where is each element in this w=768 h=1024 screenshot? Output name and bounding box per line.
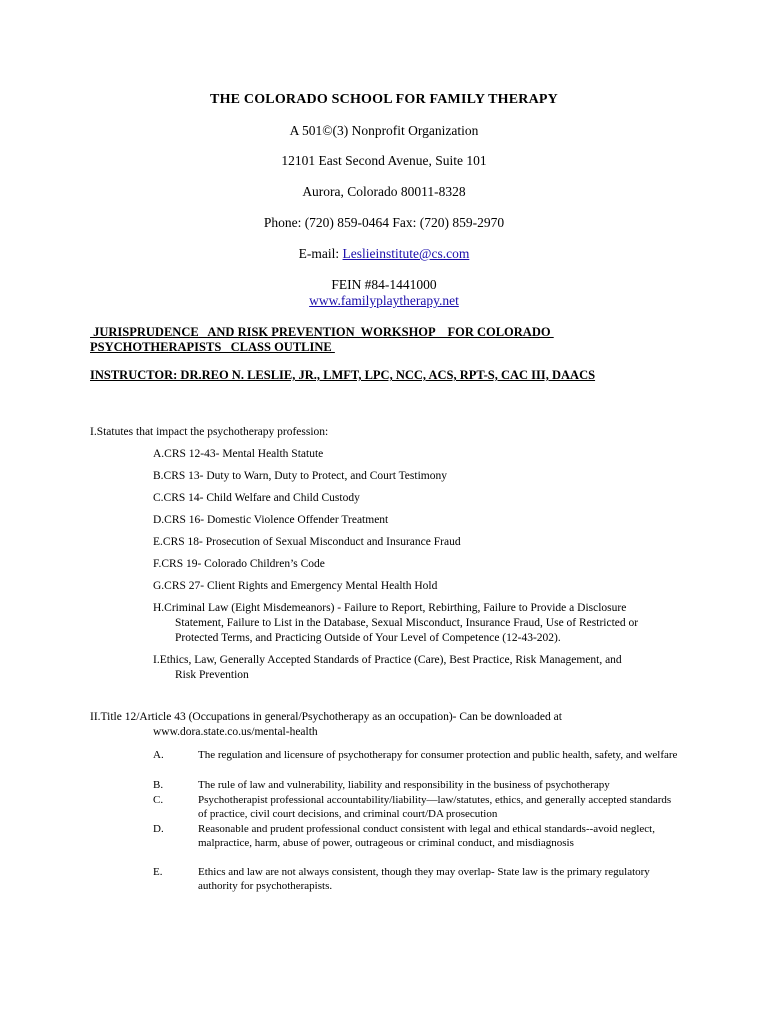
section2-heading: II.Title 12/Article 43 (Occupations in general/Psychotherapy as an occupation)- Can be downloaded at xyxy=(90,711,562,723)
address-line2: Aurora, Colorado 80011-8328 xyxy=(302,184,466,199)
address-line1: 12101 East Second Avenue, Suite 101 xyxy=(281,153,487,168)
workshop-title-line1: JURISPRUDENCE AND RISK PREVENTION WORKSHOP FOR COLORADO xyxy=(90,325,554,339)
email-line xyxy=(0,246,768,262)
section1-item: A.CRS 12-43- Mental Health Statute xyxy=(153,448,324,460)
section1-item: E.CRS 18- Prosecution of Sexual Misconduct and Insurance Fraud xyxy=(153,536,461,548)
school-name: THE COLORADO SCHOOL FOR FAMILY THERAPY xyxy=(210,92,558,107)
section1-item: C.CRS 14- Child Welfare and Child Custody xyxy=(153,492,360,504)
section1-item: I.Ethics, Law, Generally Accepted Standards of Practice (Care), Best Practice, Risk Management, and Risk Prevention xyxy=(153,654,622,681)
instructor-line: INSTRUCTOR: DR.REO N. LESLIE, JR., LMFT, LPC, NCC, ACS, RPT-S, CAC III, DAACS xyxy=(90,368,596,382)
website-line xyxy=(0,293,768,309)
fein: FEIN #84-1441000 xyxy=(331,277,437,292)
section2-heading-cont: www.dora.state.co.us/mental-health xyxy=(153,726,318,738)
workshop-title-line2: PSYCHOTHERAPISTS CLASS OUTLINE xyxy=(90,340,335,354)
phone-fax: Phone: (720) 859-0464 Fax: (720) 859-2970 xyxy=(263,215,505,230)
section1-item: B.CRS 13- Duty to Warn, Duty to Protect, and Court Testimony xyxy=(153,470,447,482)
section1-item: G.CRS 27- Client Rights and Emergency Mental Health Hold xyxy=(153,580,438,592)
email-label: E-mail: xyxy=(298,246,343,261)
document-page: THE COLORADO SCHOOL FOR FAMILY THERAPY A 501©(3) Nonprofit Organization 12101 East Second Avenue, Suite 101 Aurora, Colorado 80011-8328 Phone: (720) 859-0464 Fax: (720) 859-2970 E-mail: Leslieinstitute@cs.com FEIN #84-1441000 www.familyplaytherapy.net JURISPRUDENCE AND RISK PREVENTION WORKSHOP FOR COLORADO PSYCHOTHERAPISTS CLASS OUTLINE INSTRUCTOR: DR.REO N. LESLIE, JR., LMFT, LPC, NCC, ACS, RPT-S, CAC III, DAACS I.Statutes that impact the psychotherapy profession: A.CRS 12-43- Mental Health Statute B.CRS 13- Duty to Warn, Duty to Protect, and Court Testimony C.CRS 14- Child Welfare and Child Custody D.CRS 16- Domestic Violence Offender Treatment E.CRS 18- Prosecution of Sexual Misconduct and Insurance Fraud F.CRS 19- Colorado Children’s Code G.CRS 27- Client Rights and Emergency Mental Health Hold H.Criminal Law (Eight Misdemeanors) - Failure to Report, Rebirthing, Failure to Provide a Disclosure Statement, Failure to List in the Database, Sexual Misconduct, Insurance Fraud, Use of Restricted or Protected Terms, and Practicing Outside of Your Level of Competence (12-43-202). I.Ethics, Law, Generally Accepted Standards of Practice (Care), Best Practice, Risk Management, and Risk Prevention II.Title 12/Article 43 (Occupations in general/Psychotherapy as an occupation)- Can be downloaded at www.dora.state.co.us/mental-health A. The regulation and licensure of psychotherapy for consumer protection and public health, safety, and welfare B. The rule of law and vulnerability, liability and responsibility in the business of psychotherapy C. Psychotherapist professional accountability/liability—law/statutes, ethics, and generally accepted standards of practice, civil court decisions, and criminal court/DA prosecution D. Reasonable and prudent professional conduct consistent with legal and ethical standards--avoid neglect, malpractice, harm, abuse of power, outrageous or criminal conduct, and misdiagnosis E. Ethics and law are not always consistent, though they may overlap- State law is the primary regulatory authority for psychotherapists. xyxy=(0,0,768,1024)
section1-item: D.CRS 16- Domestic Violence Offender Treatment xyxy=(153,514,389,526)
website-link[interactable]: www.familyplaytherapy.net xyxy=(309,293,459,308)
section1-item: F.CRS 19- Colorado Children’s Code xyxy=(153,558,325,570)
section1-heading: I.Statutes that impact the psychotherapy profession: xyxy=(90,426,329,438)
email-link[interactable]: Leslieinstitute@cs.com xyxy=(342,246,470,261)
org-type: A 501©(3) Nonprofit Organization xyxy=(289,123,479,138)
section1-item: H.Criminal Law (Eight Misdemeanors) - Failure to Report, Rebirthing, Failure to Provide a Disclosure Statement, Failure to List in the Database, Sexual Misconduct, Insurance Fraud, Use of Restricted or Protected Terms, and Practicing Outside of Your Level of Competence (12-43-202). xyxy=(153,602,639,644)
